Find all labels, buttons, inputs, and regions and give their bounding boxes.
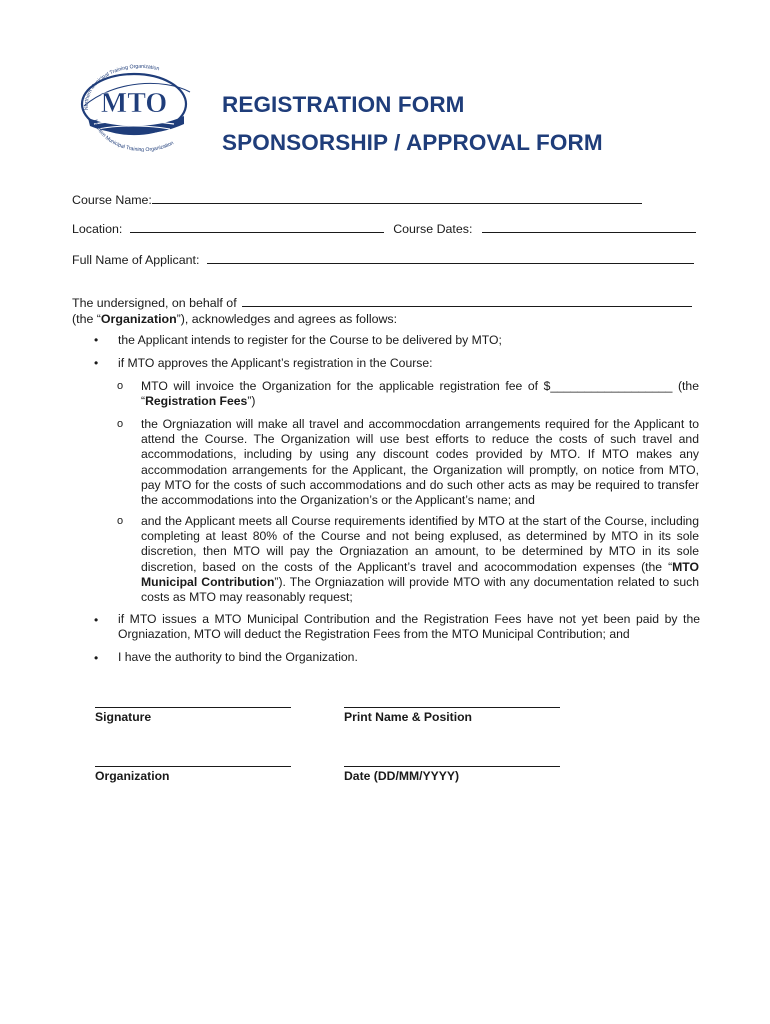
- course-name-label: Course Name:: [72, 193, 152, 207]
- bullet-marker: •: [94, 613, 99, 627]
- registration-fees-term: Registration Fees: [145, 394, 248, 409]
- sub-item-invoice-pre: MTO will invoice the Organization for the applicable registration fee of $__________________ (the “: [141, 379, 699, 409]
- signature-label: Signature: [95, 710, 152, 724]
- logo-text: MTO: [100, 88, 168, 119]
- location-row: [72, 221, 696, 236]
- bullet-authority-to-bind: I have the authority to bind the Organization.: [118, 650, 358, 664]
- sub-bullet-marker: o: [117, 380, 124, 392]
- course-dates-label: Course Dates:: [393, 222, 473, 236]
- date-line[interactable]: [344, 766, 560, 767]
- mto-municipal-contribution-term: MTO Municipal Contribution: [141, 559, 699, 589]
- logo-arc-top-text: Northern Municipal Training Organization: [83, 63, 160, 111]
- bullet-intends-to-register: the Applicant intends to register for the Course to be delivered by MTO;: [118, 333, 502, 347]
- intro-behalf-text: The undersigned, on behalf of: [72, 296, 237, 310]
- organization-line[interactable]: [95, 766, 291, 767]
- sub-item-travel-arrangements: the Orgniazation will make all travel and accommocdation arrangements required for the Applicant to attend the Course. The Organization will use best efforts to reduce the costs of such travel and accommodations, including by using any discount codes provided by MTO. If MTO makes any accommodation arrangements for the Applicant, the Organization will promptly, on notice from MTO, pay MTO for the costs of such accommodations and do such other acts as may be required to transfer the accommodations into the Organization’s or the Applicant’s name; and: [141, 417, 699, 508]
- location-field[interactable]: [130, 221, 384, 233]
- bullet-if-mto-approves: if MTO approves the Applicant’s registration in the Course:: [118, 356, 433, 370]
- sub-item-course-requirements-pre: and the Applicant meets all Course requirements identified by MTO at the start of the Course, including completing at least 80% of the Course and not being explused, as determined by MTO in its sole discretion, then MTO will pay the Orgniazation an amount, to be determined by MTO in its sole discretion, based on the costs of the Applicant’s travel and acocommodation expenses (the “: [141, 514, 699, 574]
- bullet-marker: •: [94, 651, 99, 665]
- sub-bullet-marker: o: [117, 515, 124, 527]
- print-name-label: Print Name & Position: [344, 710, 472, 724]
- sub-item-invoice: [141, 379, 699, 409]
- intro-line-2-pre: (the “: [72, 311, 101, 326]
- bullet-municipal-contribution: if MTO issues a MTO Municipal Contribution and the Registration Fees have not yet been paid by the Orgniazation, MTO will deduct the Registration Fees from the MTO Municipal Contribution; and: [118, 612, 700, 642]
- print-name-line[interactable]: [344, 707, 560, 708]
- bullet-marker: •: [94, 356, 99, 370]
- intro-line-2: [72, 312, 700, 328]
- mto-logo: [74, 62, 202, 152]
- organization-term: Organization: [100, 311, 177, 326]
- date-label: Date (DD/MM/YYYY): [344, 769, 460, 783]
- course-name-row: [72, 192, 642, 207]
- sub-item-invoice-post: ”): [247, 394, 256, 409]
- sub-bullet-marker: o: [117, 418, 124, 430]
- bullet-marker: •: [94, 333, 99, 347]
- logo-arc-bottom-text: Northern Municipal Training Organization: [91, 118, 175, 152]
- course-name-field[interactable]: [152, 192, 642, 204]
- form-title: REGISTRATION FORM: [222, 92, 465, 117]
- applicant-name-row: [72, 252, 694, 267]
- intro-line-1: [72, 295, 700, 312]
- sub-item-course-requirements-post: ”). The Orgniazation will provide MTO with any documentation related to such costs as MTO may reasonably request;: [141, 574, 699, 605]
- organization-label: Organization: [95, 769, 170, 783]
- signature-line[interactable]: [95, 707, 291, 708]
- full-name-label: Full Name of Applicant:: [72, 253, 200, 267]
- full-name-field[interactable]: [207, 252, 694, 264]
- location-label: Location:: [72, 222, 123, 236]
- organization-name-field[interactable]: [242, 295, 692, 307]
- form-subtitle: SPONSORSHIP / APPROVAL FORM: [222, 130, 603, 155]
- course-dates-field[interactable]: [482, 221, 696, 233]
- intro-line-2-post: ”), acknowledges and agrees as follows:: [176, 311, 398, 326]
- intro-paragraph: [72, 295, 700, 327]
- sub-item-course-requirements: [141, 514, 699, 605]
